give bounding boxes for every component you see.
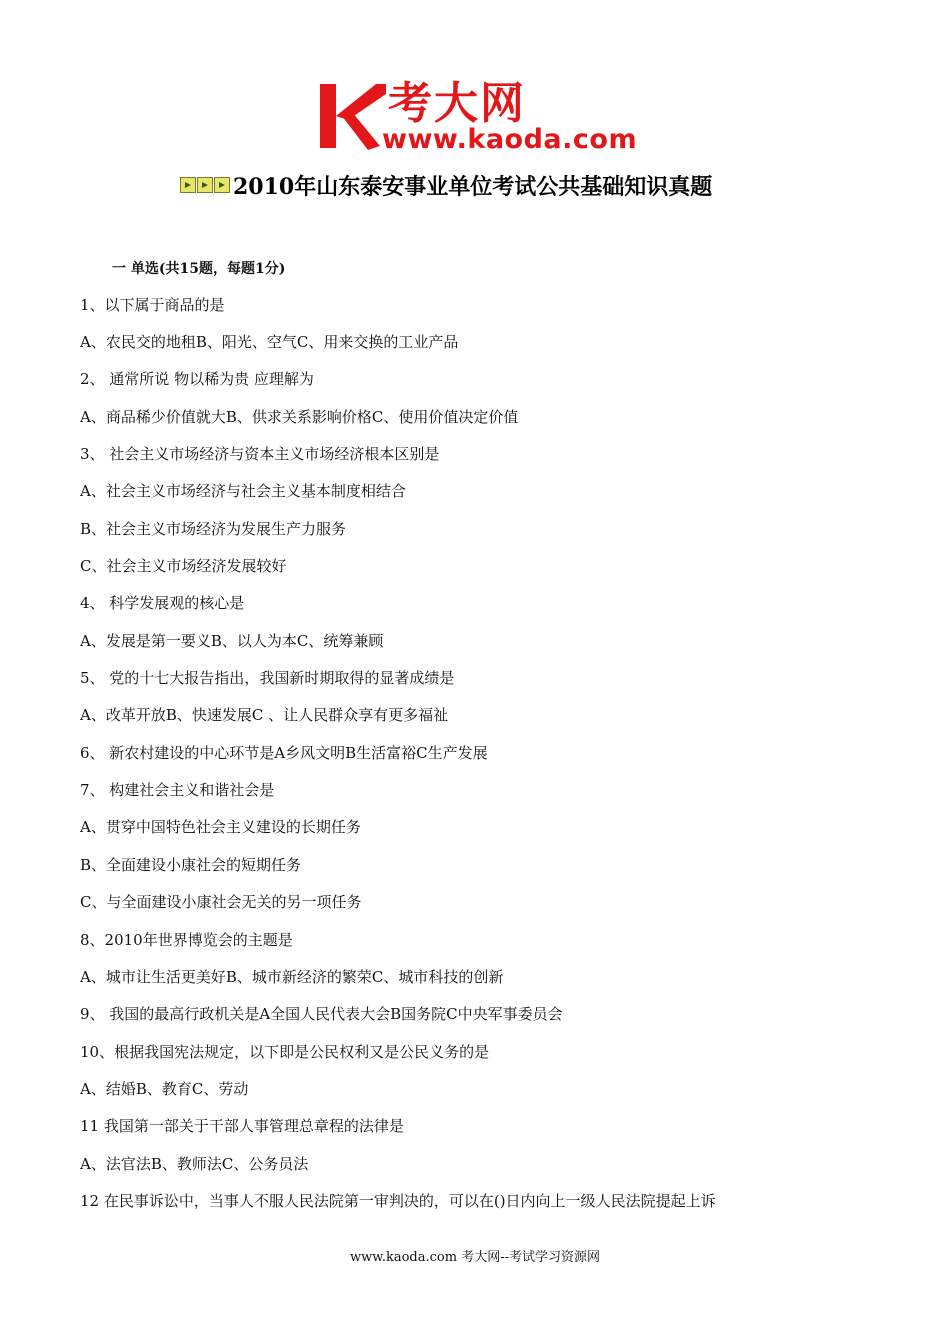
answer-line: A、社会主义市场经济与社会主义基本制度相结合 [80,482,406,500]
question-line: 8、2010年世界博览会的主题是 [80,931,293,949]
question-line: 9、 我国的最高行政机关是A全国人民代表大会B国务院C中央军事委员会 [80,1005,563,1023]
question-line: 3、 社会主义市场经济与资本主义市场经济根本区别是 [80,445,440,463]
k-letter-icon [318,80,388,158]
answer-line: B、社会主义市场经济为发展生产力服务 [80,520,347,538]
kaoda-logo [318,80,638,158]
answer-line: A、发展是第一要义B、以人为本C、统筹兼顾 [80,632,384,650]
question-line: 7、 构建社会主义和谐社会是 [80,781,275,799]
logo-url-text: www.kaoda.com [382,124,638,155]
question-line: 12 在民事诉讼中，当事人不服人民法院第一审判决的，可以在()日内向上一级人民法院提起上诉 [80,1192,716,1210]
bullet-icon [180,177,196,193]
bullet-icon [214,177,230,193]
logo-brand-text: 考大网 [388,78,526,129]
question-line: 10、根据我国宪法规定，以下即是公民权利又是公民义务的是 [80,1043,490,1061]
answer-line: B、全面建设小康社会的短期任务 [80,856,302,874]
answer-line: A、城市让生活更美好B、城市新经济的繁荣C、城市科技的创新 [80,968,504,986]
answer-line: A、贯穿中国特色社会主义建设的长期任务 [80,818,361,836]
document-title [180,170,712,200]
question-line: 5、 党的十七大报告指出，我国新时期取得的显著成绩是 [80,669,455,687]
answer-line: A、结婚B、教育C、劳动 [80,1080,249,1098]
question-line: 1、以下属于商品的是 [80,296,225,314]
page-footer: www.kaoda.com 考大网--考试学习资源网 [350,1250,600,1265]
title-icons [180,176,231,194]
question-line: 2、 通常所说 物以稀为贵 应理解为 [80,370,314,388]
section-heading: 一 单选(共15题，每题1分) [112,261,286,277]
question-line: 4、 科学发展观的核心是 [80,594,245,612]
question-line: 6、 新农村建设的中心环节是A乡风文明B生活富裕C生产发展 [80,744,488,762]
title-text: 2010年山东泰安事业单位考试公共基础知识真题 [233,173,713,200]
answer-line: A、改革开放B、快速发展C 、让人民群众享有更多福祉 [80,706,449,724]
answer-line: A、农民交的地租B、阳光、空气C、用来交换的工业产品 [80,333,459,351]
answer-line: A、商品稀少价值就大B、供求关系影响价格C、使用价值决定价值 [80,408,519,426]
answer-line: C、社会主义市场经济发展较好 [80,557,287,575]
bullet-icon [197,177,213,193]
question-line: 11 我国第一部关于干部人事管理总章程的法律是 [80,1117,404,1135]
answer-line: C、与全面建设小康社会无关的另一项任务 [80,893,362,911]
answer-line: A、法官法B、教师法C、公务员法 [80,1155,309,1173]
